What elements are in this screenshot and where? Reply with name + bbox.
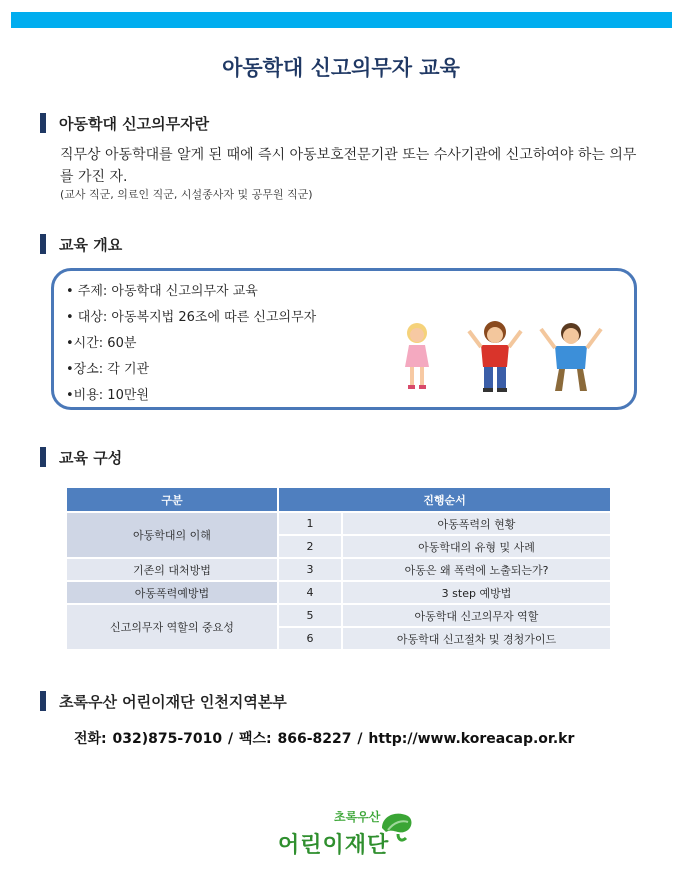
table-header-row bbox=[66, 487, 611, 512]
section-marker bbox=[40, 447, 46, 467]
row-number: 6 bbox=[278, 627, 342, 650]
children-illustration bbox=[399, 319, 609, 397]
definition-text: 직무상 아동학대를 알게 된 때에 즉시 아동보호전문기관 또는 수사기관에 신고하여야 하는 의무를 가진 자. bbox=[60, 147, 637, 185]
row-number: 3 bbox=[278, 558, 342, 581]
composition-table bbox=[65, 486, 612, 651]
category-cell: 기존의 대처방법 bbox=[66, 558, 278, 581]
overview-item-target: • 대상: 아동복지법 26조에 따른 신고의무자 bbox=[66, 310, 317, 325]
category-cell: 아동학대의 이해 bbox=[66, 512, 278, 558]
foundation-logo bbox=[278, 808, 418, 862]
overview-item-cost: •비용: 10만원 bbox=[66, 388, 149, 403]
table-row bbox=[66, 512, 611, 535]
section-heading-organization bbox=[40, 690, 287, 712]
section-title: 교육 구성 bbox=[59, 448, 123, 467]
table-row bbox=[66, 558, 611, 581]
boy-figure-blue bbox=[541, 323, 601, 391]
overview-item-place: •장소: 각 기관 bbox=[66, 362, 150, 377]
logo-main-text: 어린이재단 bbox=[278, 833, 390, 858]
overview-list bbox=[66, 279, 316, 409]
section-marker bbox=[40, 113, 46, 133]
girl-figure bbox=[405, 323, 429, 389]
header-sequence: 진행순서 bbox=[278, 487, 611, 512]
row-topic: 3 step 예방법 bbox=[342, 581, 611, 604]
row-number: 2 bbox=[278, 535, 342, 558]
top-accent-bar bbox=[11, 12, 672, 28]
row-topic: 아동학대 신고절차 및 경청가이드 bbox=[342, 627, 611, 650]
row-number: 5 bbox=[278, 604, 342, 627]
category-cell: 아동폭력예방법 bbox=[66, 581, 278, 604]
section-heading-overview bbox=[40, 233, 122, 255]
section-heading-composition bbox=[40, 446, 122, 468]
table-row bbox=[66, 581, 611, 604]
umbrella-leaf-icon bbox=[378, 810, 414, 844]
boy-figure-red bbox=[469, 321, 521, 392]
row-number: 1 bbox=[278, 512, 342, 535]
section-marker bbox=[40, 691, 46, 711]
page-title: 아동학대 신고의무자 교육 bbox=[222, 56, 460, 80]
logo-small-text: 초록우산 bbox=[334, 810, 381, 824]
section-title: 교육 개요 bbox=[59, 235, 123, 254]
row-number: 4 bbox=[278, 581, 342, 604]
row-topic: 아동학대의 유형 및 사례 bbox=[342, 535, 611, 558]
section-heading-definition bbox=[40, 112, 209, 134]
overview-item-time: •시간: 60분 bbox=[66, 336, 137, 351]
definition-note: (교사 직군, 의료인 직군, 시설종사자 및 공무원 직군) bbox=[60, 188, 313, 201]
overview-box bbox=[51, 268, 637, 410]
row-topic: 아동은 왜 폭력에 노출되는가? bbox=[342, 558, 611, 581]
category-cell: 신고의무자 역할의 중요성 bbox=[66, 604, 278, 650]
overview-item-topic: • 주제: 아동학대 신고의무자 교육 bbox=[66, 284, 258, 299]
row-topic: 아동학대 신고의무자 역할 bbox=[342, 604, 611, 627]
section-title: 아동학대 신고의무자란 bbox=[59, 114, 210, 133]
contact-info: 전화: 032)875-7010 / 팩스: 866-8227 / http://www.koreacap.or.kr bbox=[74, 731, 575, 747]
row-topic: 아동폭력의 현황 bbox=[342, 512, 611, 535]
table-row bbox=[66, 604, 611, 627]
section-title: 초록우산 어린이재단 인천지역본부 bbox=[59, 692, 287, 711]
section-marker bbox=[40, 234, 46, 254]
header-category: 구분 bbox=[66, 487, 278, 512]
